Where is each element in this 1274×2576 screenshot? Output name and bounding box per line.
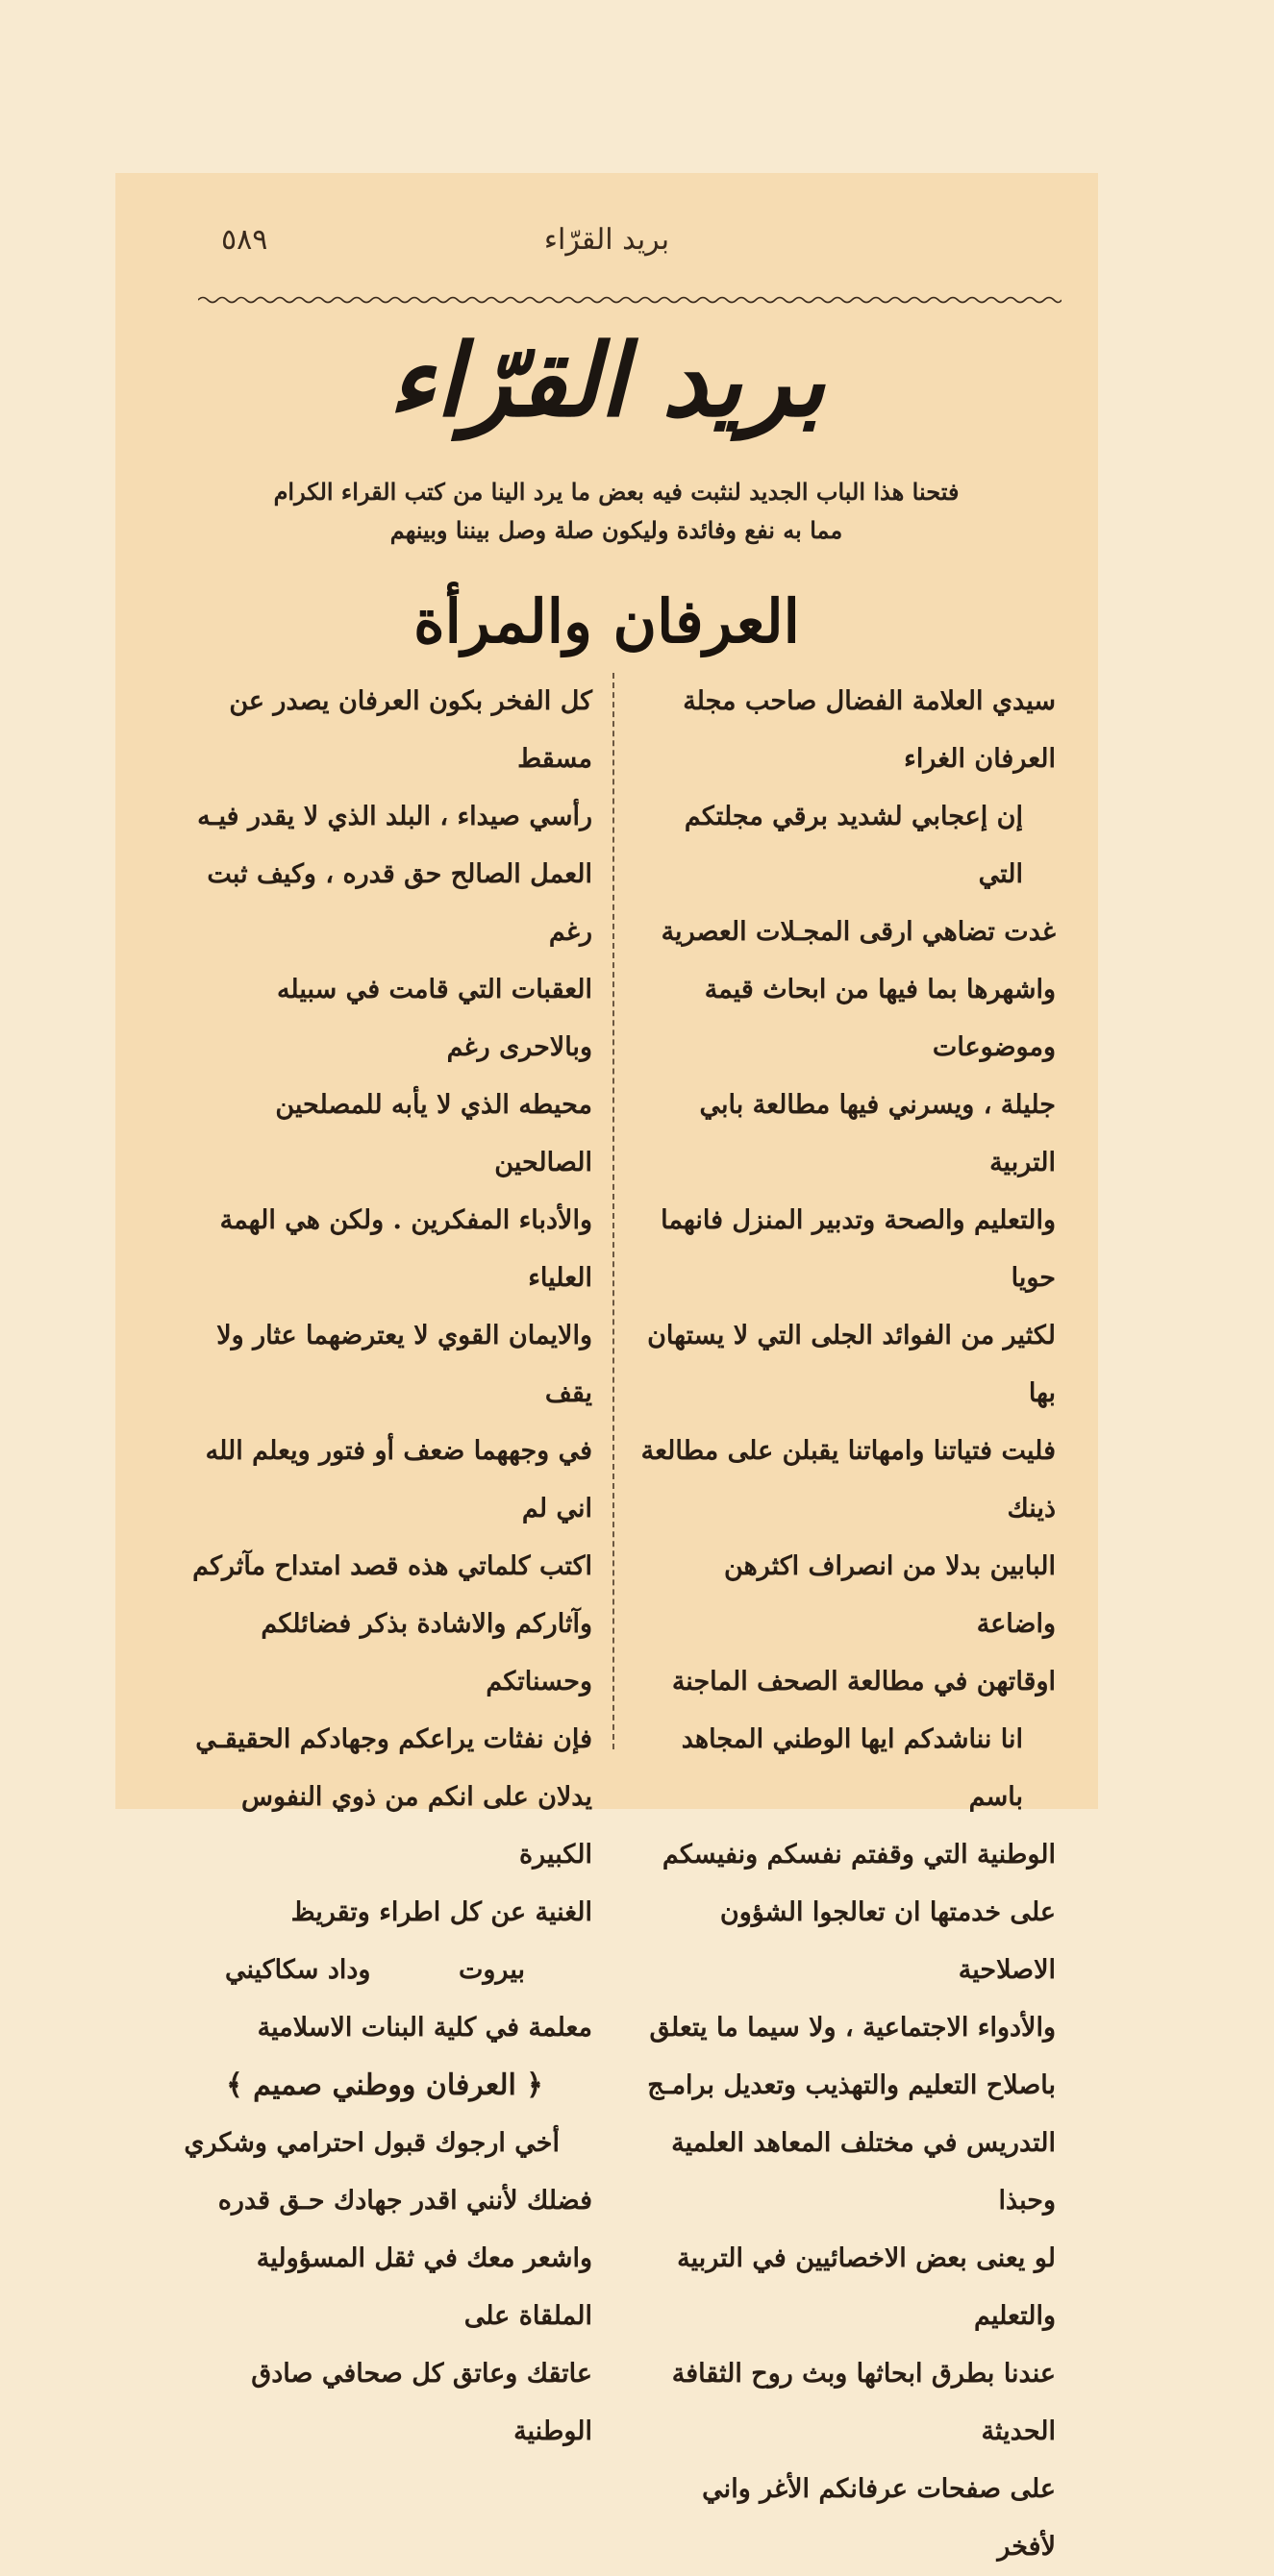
text-line: عاتقك وعاتق كل صحافي صادق الوطنية: [251, 2359, 592, 2446]
text-line: محيطه الذي لا يأبه للمصلحين الصالحين: [275, 1090, 592, 1177]
signature-name: وداد سكاكيني: [225, 1955, 371, 1985]
column-divider: [612, 673, 614, 1749]
text-line: والايمان القوي لا يعترضهما عثار ولا يقف: [216, 1321, 592, 1408]
text-line: الغنية عن كل اطراء وتقريظ: [290, 1897, 592, 1927]
text-line: اوقاتهن في مطالعة الصحف الماجنة: [671, 1667, 1056, 1697]
text-line: والتعليم والصحة وتدبير المنزل فانهما حويا: [661, 1205, 1056, 1293]
text-line: يدلان على انكم من ذوي النفوس الكبيرة: [240, 1782, 592, 1870]
text-line: العرفان الغراء: [904, 744, 1056, 774]
text-line: أخي ارجوك قبول احترامي وشكري: [184, 2128, 560, 2158]
signature-line: [177, 1942, 592, 1999]
text-line: فضلك لأنني اقدر جهادك حـق قدره: [217, 2186, 592, 2216]
running-head: [115, 223, 1098, 265]
text-line: جليلة ، ويسرني فيها مطالعة بابي التربية: [699, 1090, 1056, 1177]
text-line: سيدي العلامة الفضال صاحب مجلة: [683, 686, 1056, 716]
right-column: [640, 673, 1056, 2576]
wavy-divider: [198, 294, 1062, 306]
text-line: على صفحات عرفانكم الأغر واني لأفخر: [702, 2474, 1056, 2562]
masthead: [115, 308, 1098, 461]
text-line: العمل الصالح حق قدره ، وكيف ثبت رغم: [207, 859, 592, 947]
page-number: ٥٨٩: [221, 223, 268, 257]
text-line: عندنا بطرق ابحاثها وبث روح الثقافة الحديثة: [671, 2359, 1056, 2446]
text-line: وآثاركم والاشادة بذكر فضائلكم وحسناتكم: [261, 1609, 592, 1697]
running-head-title: بريد القرّاء: [543, 223, 670, 257]
text-line: غدت تضاهي ارقى المجـلات العصرية: [661, 917, 1056, 947]
magazine-page: [115, 173, 1098, 2562]
text-line: التدريس في مختلف المعاهد العلمية وحبذا: [671, 2128, 1056, 2216]
text-line: العقبات التي قامت في سبيله وبالاحرى رغم: [276, 975, 592, 1062]
text-line: واشعر معك في ثقل المسؤولية الملقاة على: [256, 2243, 592, 2331]
text-line: واشهرها بما فيها من ابحاث قيمة وموضوعات: [704, 975, 1056, 1062]
text-line: فليت فتياتنا وامهاتنا يقبلن على مطالعة ذينك: [640, 1436, 1056, 1523]
sub-heading: ﴿ العرفان ووطني صميم ﴾: [226, 2068, 543, 2102]
text-line: اكتب كلماتي هذه قصد امتداح مآثركم: [192, 1551, 592, 1581]
text-line: البابين بدلا من انصراف اكثرهن واضاعة: [723, 1551, 1056, 1639]
text-line: لو يعنى بعض الاخصائيين في التربية والتعليم: [677, 2243, 1056, 2331]
intro-note: [260, 473, 973, 550]
text-line: في وجههما ضعف أو فتور ويعلم الله اني لم: [205, 1436, 592, 1523]
text-line: والأدباء المفكرين . ولكن هي الهمة العلياء: [219, 1205, 592, 1293]
text-line: إن إعجابي لشديد برقي مجلتكم التي: [684, 802, 1023, 889]
intro-line-1: فتحنا هذا الباب الجديد لنثبت فيه بعض ما يرد الينا من كتب القراء الكرام: [273, 478, 960, 506]
left-column: [177, 673, 592, 2461]
masthead-calligraphy: بريد القرّاء: [387, 321, 826, 439]
signature-place: بيروت: [458, 1955, 525, 1985]
text-line: باصلاح التعليم والتهذيب وتعديل برامـج: [647, 2070, 1056, 2100]
text-line: الوطنية التي وقفتم نفسكم ونفيسكم: [662, 1840, 1056, 1870]
text-line: رأسي صيداء ، البلد الذي لا يقدر فيـه: [197, 802, 592, 831]
intro-line-2: مما به نفع وفائدة وليكون صلة وصل بيننا وبينهم: [389, 516, 843, 544]
text-line: فإن نفثات يراعكم وجهادكم الحقيقـي: [195, 1724, 592, 1754]
text-line: على خدمتها ان تعالجوا الشؤون الاصلاحية: [719, 1897, 1056, 1985]
text-line: كل الفخر بكون العرفان يصدر عن مسقط: [229, 686, 592, 774]
text-line: لكثير من الفوائد الجلى التي لا يستهان بها: [647, 1321, 1056, 1408]
article-headline: العرفان والمرأة: [413, 586, 800, 656]
text-line: انا نناشدكم ايها الوطني المجاهد باسم: [681, 1724, 1023, 1812]
text-line: والأدواء الاجتماعية ، ولا سيما ما يتعلق: [649, 2013, 1056, 2043]
signature-title: معلمة في كلية البنات الاسلامية: [257, 2013, 592, 2043]
